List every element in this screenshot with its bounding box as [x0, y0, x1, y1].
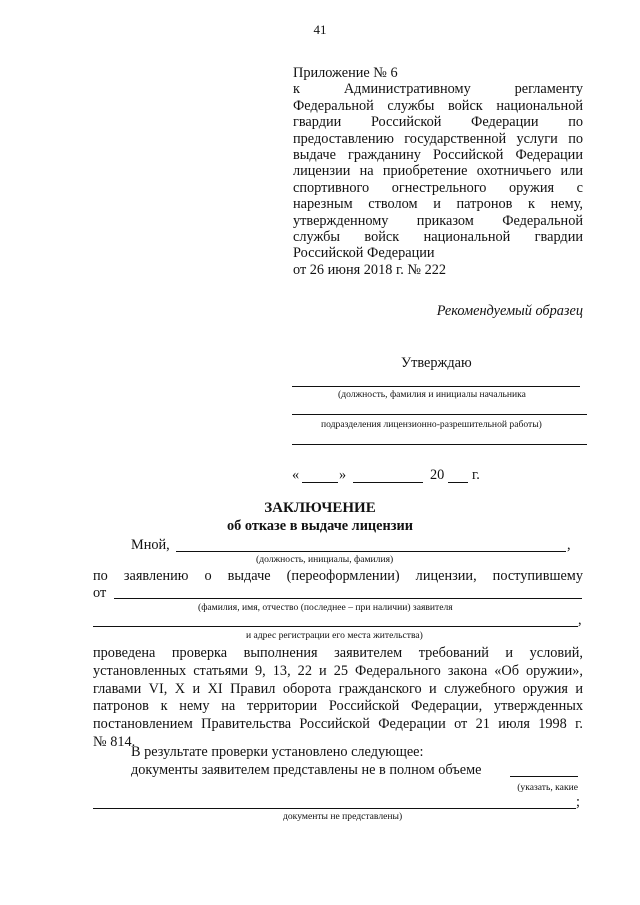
appendix-line: Федеральной службы войск национальной — [293, 97, 583, 114]
page-number: 41 — [313, 22, 327, 37]
appendix-line: выдаче гражданину Российской Федерации — [293, 147, 583, 164]
address-line — [93, 626, 578, 627]
paragraph-line: главами VI, X и XI Правил оборота гражданского и служебного оружия и — [93, 680, 583, 697]
date-year-prefix: 20 — [430, 467, 445, 483]
approval-title: Утверждаю — [401, 355, 472, 371]
appendix-line: службы войск национальной гвардии — [293, 229, 583, 246]
approval-line-1 — [292, 386, 580, 387]
date-close-quote: » — [339, 467, 347, 483]
date-open-quote: « — [292, 467, 300, 483]
result-text: В результате проверки установлено следующее: — [131, 744, 424, 760]
appendix-line: от 26 июня 2018 г. № 222 — [293, 261, 447, 278]
recommended-sample-note: Рекомендуемый образец — [436, 303, 583, 319]
from-label: от — [93, 585, 107, 601]
date-year-suffix: г. — [472, 467, 480, 483]
paragraph-line: № 814. — [93, 733, 136, 750]
caption-address: и адрес регистрации его места жительства) — [246, 630, 423, 641]
document-subtitle: об отказе в выдаче лицензии — [227, 518, 413, 534]
date-year-blank — [448, 482, 468, 483]
appendix-line: нарезным стволом и патронов к нему, — [293, 196, 583, 213]
application-text: по заявлению о выдаче (переоформлении) лицензии, поступившему — [93, 568, 583, 584]
date-month-blank — [353, 482, 423, 483]
official-name-line — [176, 551, 566, 552]
appendix-line: спортивного огнестрельного оружия с — [293, 179, 583, 196]
paragraph-line: патронов к нему на территории Российской Федерации, утвержденных — [93, 698, 583, 715]
caption-position: (должность, инициалы, фамилия) — [256, 554, 394, 565]
semicolon-mark: ; — [576, 794, 580, 810]
address-comma: , — [578, 612, 582, 628]
paragraph-line: установленных статьями 9, 13, 22 и 25 Федерального закона «Об оружии», — [93, 662, 583, 679]
comma-mark: , — [567, 537, 571, 553]
appendix-line: лицензии на приобретение охотничьего или — [293, 163, 583, 180]
document-title: ЗАКЛЮЧЕНИЕ — [264, 500, 376, 516]
by-me-label: Мной, — [131, 537, 170, 553]
appendix-line: гвардии Российской Федерации по — [293, 114, 583, 131]
approval-line-2 — [292, 414, 587, 415]
documents-line — [93, 808, 576, 809]
verification-paragraph — [93, 645, 583, 752]
date-day-blank — [302, 482, 338, 483]
paragraph-line: постановлением Правительства Российской Федерации от 21 июля 1998 г. — [93, 716, 583, 733]
documents-text: документы заявителем представлены не в полном объеме — [131, 762, 482, 778]
appendix-line: Приложение № 6 — [293, 65, 398, 81]
approval-caption-1: (должность, фамилия и инициалы начальника — [338, 389, 526, 400]
documents-blank — [510, 776, 578, 777]
appendix-line: утвержденному приказом Федеральной — [293, 212, 583, 229]
caption-not-presented: документы не представлены) — [283, 811, 403, 822]
caption-applicant: (фамилия, имя, отчество (последнее – при наличии) заявителя — [198, 602, 453, 613]
paragraph-line: проведена проверка выполнения заявителем требований и условий, — [93, 645, 583, 661]
approval-line-3 — [292, 444, 587, 445]
applicant-line — [114, 598, 582, 599]
approval-caption-2: подразделения лицензионно-разрешительной работы) — [321, 419, 542, 430]
appendix-line: предоставлению государственной услуги по — [293, 130, 583, 147]
appendix-line: к Административному регламенту — [293, 81, 583, 98]
appendix-line: Российской Федерации — [293, 245, 435, 262]
caption-specify: (указать, какие — [517, 782, 578, 793]
appendix-block — [293, 65, 583, 278]
